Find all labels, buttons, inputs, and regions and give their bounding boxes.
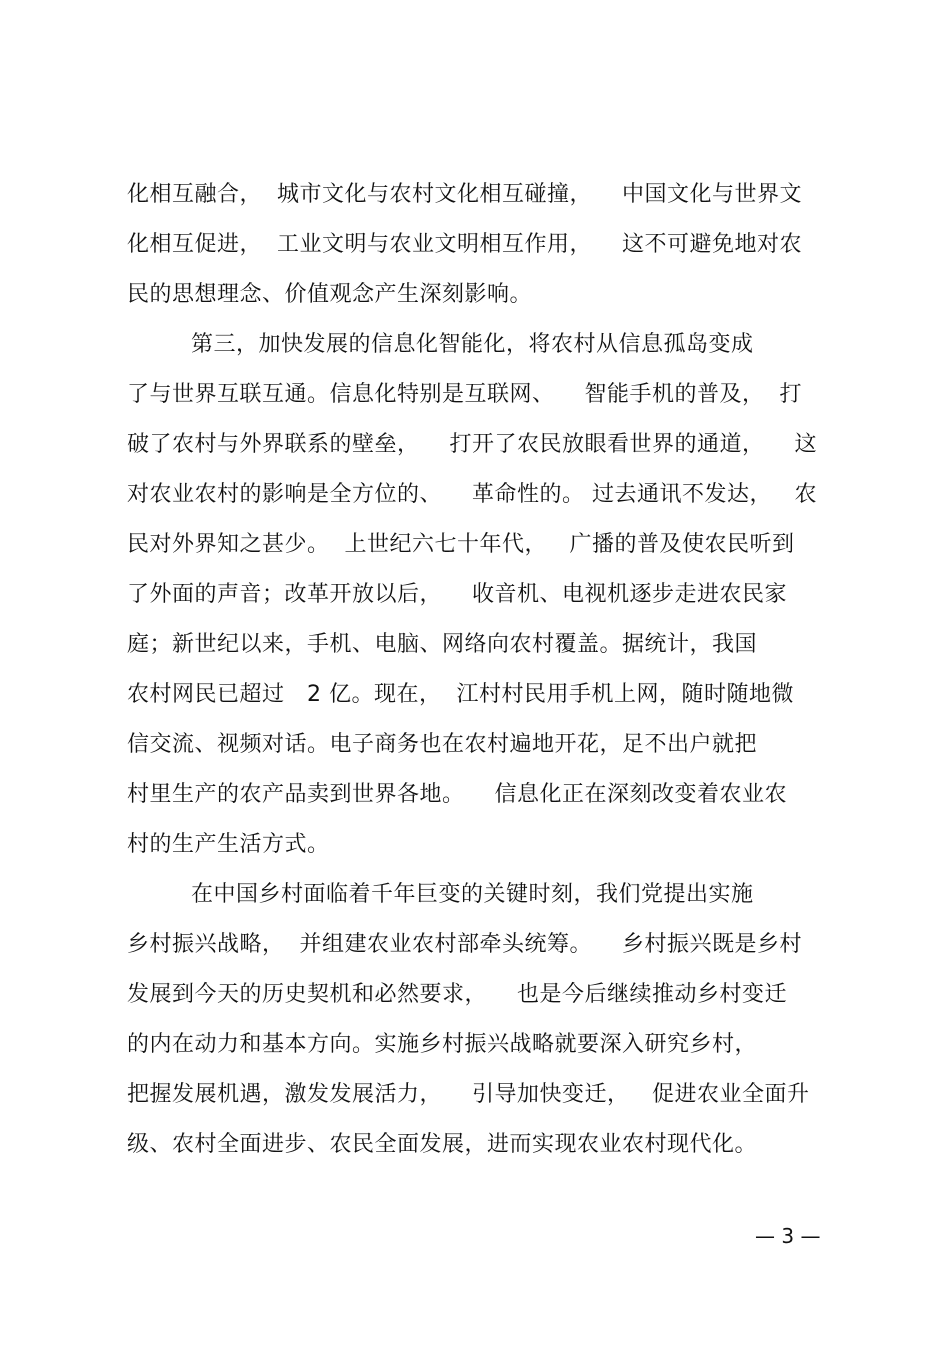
text-line: 乡村振兴战略， 并组建农业农村部牵头统筹。 乡村振兴既是乡村 xyxy=(127,932,802,957)
text-line: 村的生产生活方式。 xyxy=(127,832,330,857)
page-number: — 3 — xyxy=(755,1224,821,1248)
text-line: 把握发展机遇，激发发展活力， 引导加快变迁， 促进农业全面升 xyxy=(127,1082,810,1107)
text-line: 村里生产的农产品卖到世界各地。 信息化正在深刻改变着农业农 xyxy=(127,782,787,807)
text-line: 民对外界知之甚少。 上世纪六七十年代， 广播的普及使农民听到 xyxy=(127,532,795,557)
text-line: 了外面的声音；改革开放以后， 收音机、电视机逐步走进农民家 xyxy=(127,582,787,607)
text-line: 对农业农村的影响是全方位的、 革命性的。 过去通讯不发达， 农 xyxy=(127,482,817,507)
text-line: 化相互融合， 城市文化与农村文化相互碰撞， 中国文化与世界文 xyxy=(127,182,802,207)
text-line: 农村网民已超过 2 亿。现在， 江村村民用手机上网，随时随地微 xyxy=(127,682,794,707)
paragraph-first-line: 在中国乡村面临着千年巨变的关键时刻，我们党提出实施 xyxy=(191,882,754,907)
text-line: 信交流、视频对话。电子商务也在农村遍地开花，足不出户就把 xyxy=(127,732,758,757)
text-line: 发展到今天的历史契机和必然要求， 也是今后继续推动乡村变迁 xyxy=(127,982,787,1007)
paragraph-first-line: 第三，加快发展的信息化智能化，将农村从信息孤岛变成 xyxy=(191,332,754,357)
text-line: 庭；新世纪以来，手机、电脑、网络向农村覆盖。据统计，我国 xyxy=(127,632,758,657)
text-line: 的内在动力和基本方向。实施乡村振兴战略就要深入研究乡村， xyxy=(127,1032,758,1057)
text-line: 化相互促进， 工业文明与农业文明相互作用， 这不可避免地对农 xyxy=(127,232,802,257)
text-line: 民的思想理念、价值观念产生深刻影响。 xyxy=(127,282,533,307)
text-line: 了与世界互联互通。信息化特别是互联网、 智能手机的普及， 打 xyxy=(127,382,802,407)
text-line: 破了农村与外界联系的壁垒， 打开了农民放眼看世界的通道， 这 xyxy=(127,432,817,457)
text-line: 级、农村全面进步、农民全面发展，进而实现农业农村现代化。 xyxy=(127,1132,758,1157)
